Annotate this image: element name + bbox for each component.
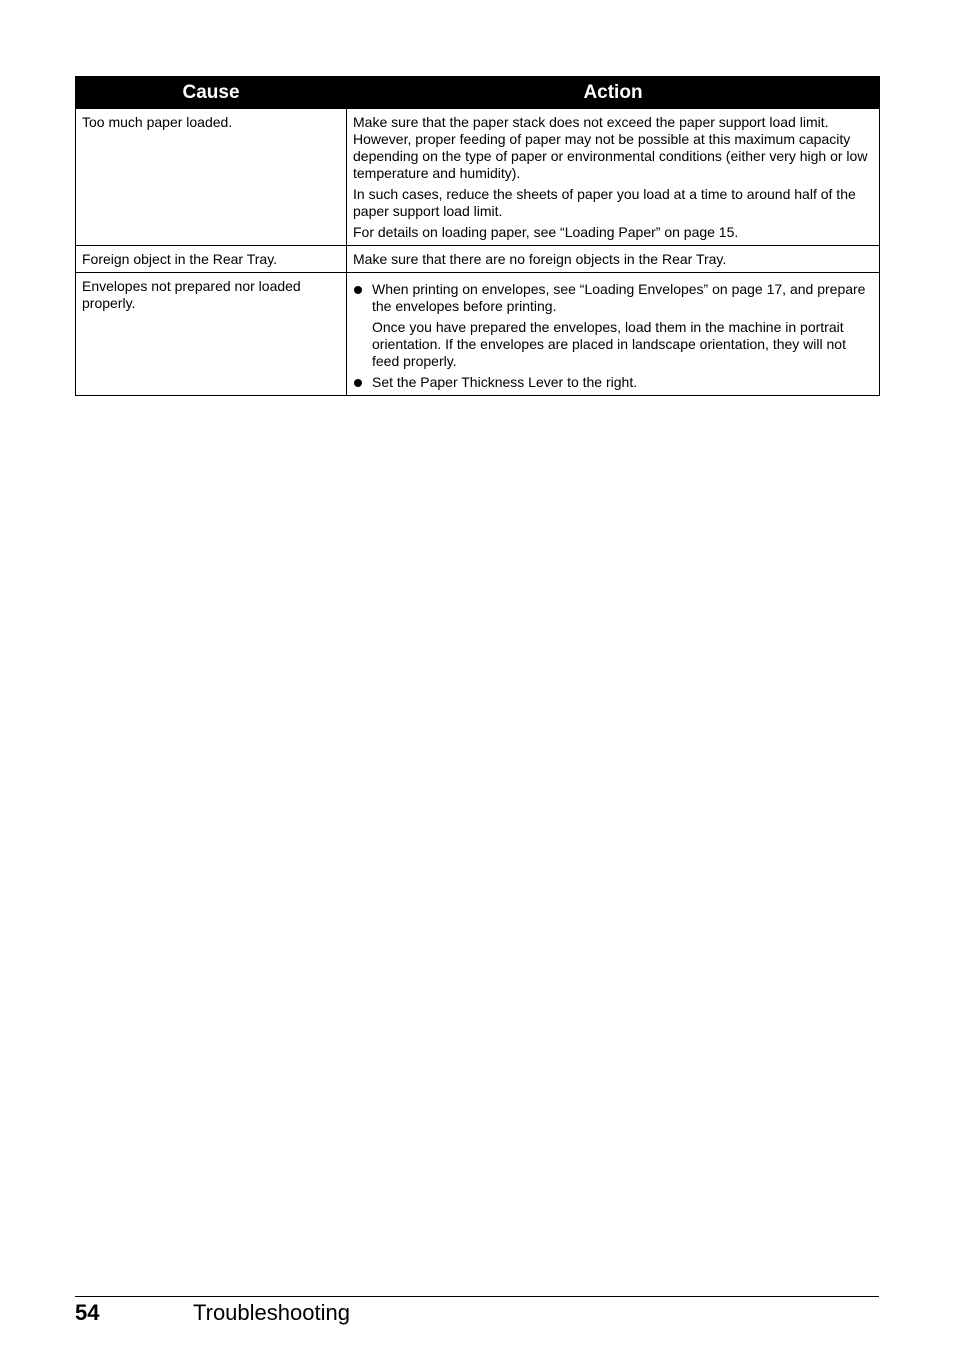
- bullet-icon: [354, 286, 362, 294]
- bullet-icon: [354, 379, 362, 387]
- cause-cell: [76, 273, 347, 396]
- cause-text: Too much paper loaded.: [82, 114, 233, 130]
- action-text: Make sure that the paper stack does not exceed the paper support load limit. However, proper feeding of paper may not be possible at this maximum capacity depending on the type of paper or environmental conditions (either very high or low temperature and humidity).: [353, 114, 868, 181]
- table-header-row: [76, 77, 880, 109]
- action-text: In such cases, reduce the sheets of paper you load at a time to around half of the paper support load limit.: [353, 186, 856, 219]
- cause-text: Envelopes not prepared nor loaded properly.: [82, 278, 301, 311]
- cause-header: Cause: [76, 77, 347, 109]
- action-text: Make sure that there are no foreign objects in the Rear Tray.: [353, 251, 727, 267]
- cause-cell: [76, 246, 347, 273]
- cause-cell: [76, 109, 347, 246]
- action-cell: [347, 109, 880, 246]
- table-row: [76, 246, 880, 273]
- table-row: [76, 273, 880, 396]
- bullet-text: Set the Paper Thickness Lever to the right.: [372, 374, 638, 390]
- page-number: 54: [75, 1300, 100, 1325]
- bullet-text: When printing on envelopes, see “Loading Envelopes” on page 17, and prepare the envelopes before printing.: [372, 281, 866, 314]
- troubleshooting-table: [75, 76, 880, 396]
- action-cell: [347, 273, 880, 396]
- table-row: [76, 109, 880, 246]
- list-item: [353, 374, 873, 391]
- action-text: For details on loading paper, see “Loading Paper” on page 15.: [353, 224, 739, 240]
- list-item: [353, 281, 873, 370]
- action-cell: [347, 246, 880, 273]
- bullet-extra-text: Once you have prepared the envelopes, load them in the machine in portrait orientation. If the envelopes are placed in landscape orientation, they will not feed properly.: [372, 319, 846, 369]
- action-header: Action: [347, 77, 880, 109]
- footer-divider: [75, 1296, 879, 1297]
- section-title: Troubleshooting: [193, 1300, 350, 1325]
- cause-text: Foreign object in the Rear Tray.: [82, 251, 278, 267]
- action-bullet-list: [353, 281, 873, 391]
